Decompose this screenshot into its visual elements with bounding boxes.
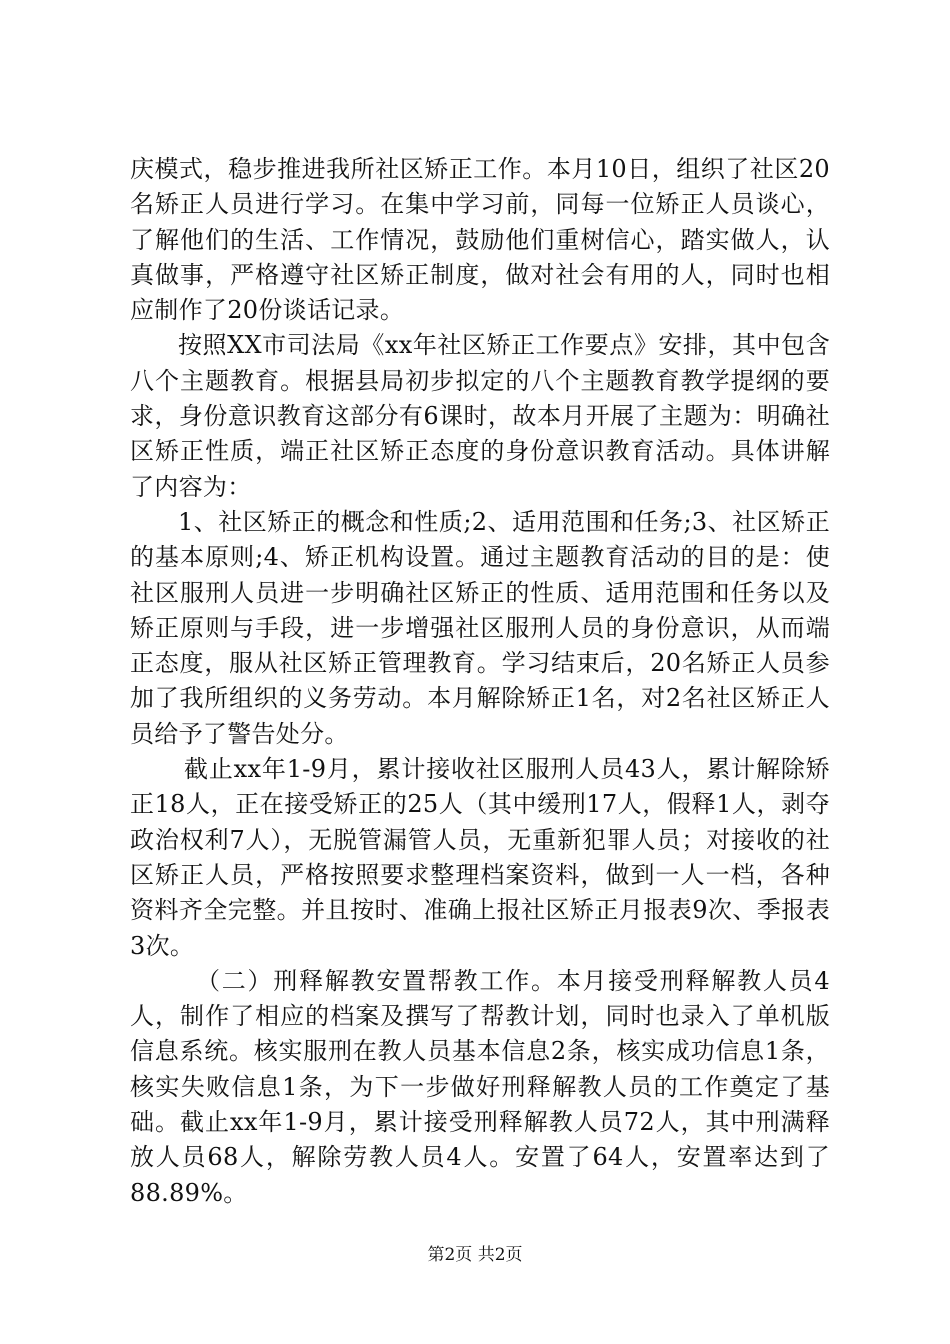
paragraph-plan: 按照XX市司法局《xx年社区矫正工作要点》安排，其中包含八个主题教育。根据县局初步拟定的八个主题教育教学提纲的要求，身份意识教育这部分有6课时，故本月开展了主题为：明确社区矫正性质，端正社区矫正态度的身份意识教育活动。具体讲解了内容为： (130, 331, 830, 501)
paragraph-topics: 1、社区矫正的概念和性质;2、适用范围和任务;3、社区矫正的基本原则;4、矫正机构设置。通过主题教育活动的目的是：使社区服刑人员进一步明确社区矫正的性质、适用范围和任务以及矫正原则与手段，进一步增强社区服刑人员的身份意识，从而端正态度，服从社区矫正管理教育。学习结束后，20名矫正人员参加了我所组织的义务劳动。本月解除矫正1名，对2名社区矫正人员给予了警告处分。 (130, 507, 830, 748)
paragraph-statistics: 截止xx年1-9月，累计接收社区服刑人员43人，累计解除矫正18人，正在接受矫正的25人（其中缓刑17人，假释1人，剥夺政治权利7人），无脱管漏管人员，无重新犯罪人员；对接收的社区矫正人员，严格按照要求整理档案资料，做到一人一档，各种资料齐全完整。并且按时、准确上报社区矫正月报表9次、季报表3次。 (130, 755, 830, 960)
document-body (130, 152, 830, 1211)
paragraph-resettlement: （二）刑释解教安置帮教工作。本月接受刑释解教人员4人，制作了相应的档案及撰写了帮教计划，同时也录入了单机版信息系统。核实服刑在教人员基本信息2条，核实成功信息1条，核实失败信息1条，为下一步做好刑释解教人员的工作奠定了基础。截止xx年1-9月，累计接受刑释解教人员72人，其中刑满释放人员68人，解除劳教人员4人。安置了64人，安置率达到了88.89%。 (130, 966, 830, 1207)
page-footer: 第2页 共2页 (427, 1245, 523, 1265)
paragraph-intro: 庆模式，稳步推进我所社区矫正工作。本月10日，组织了社区20名矫正人员进行学习。在集中学习前，同每一位矫正人员谈心，了解他们的生活、工作情况，鼓励他们重树信心，踏实做人，认真做事，严格遵守社区矫正制度，做对社会有用的人，同时也相应制作了20份谈话记录。 (130, 155, 830, 325)
